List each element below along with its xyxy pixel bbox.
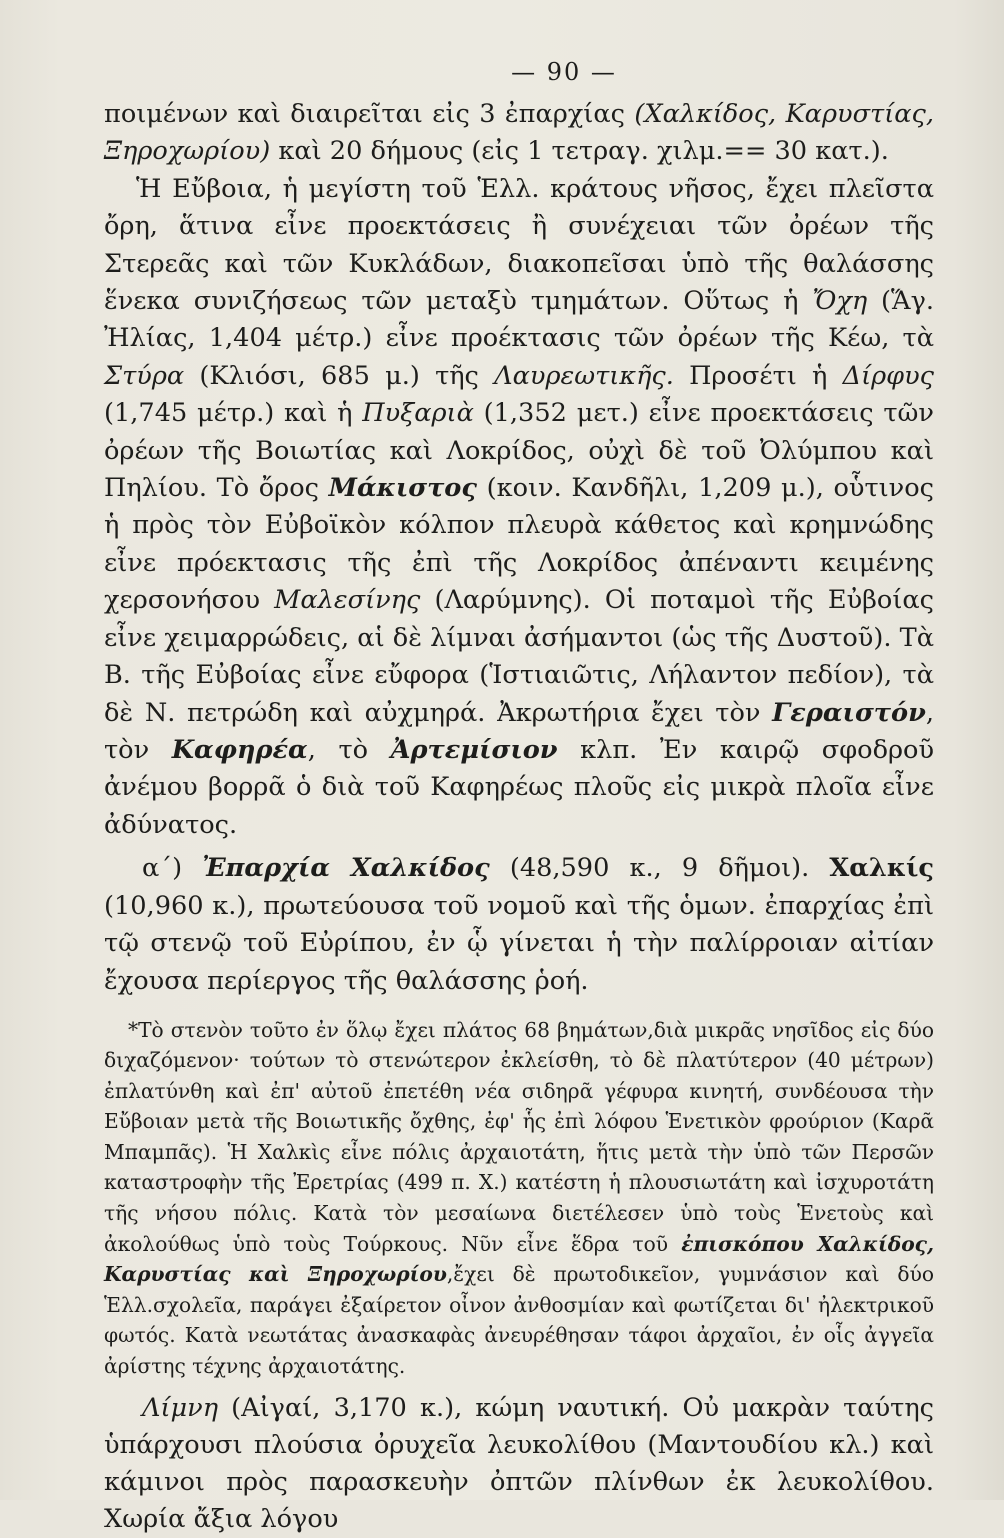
italic-run: Ὄχη bbox=[812, 286, 868, 317]
text-run: , τὸ bbox=[307, 734, 391, 765]
text-run: (Ἅγ. Ἠλίας, 1,404 μέτρ.) εἶνε προέκτασις τῶν ὀρέων τῆς Κέω, τὰ bbox=[104, 286, 935, 354]
bold-run: Χαλκίς bbox=[829, 853, 934, 884]
text-run: (48,590 κ., 9 δῆμοι). bbox=[489, 853, 830, 884]
footnote-paragraph bbox=[104, 1015, 934, 1382]
text-run: (1,745 μέτρ.) καὶ ἡ bbox=[104, 398, 363, 429]
text-run: *Τὸ στενὸν τοῦτο ἐν ὅλῳ ἔχει πλάτος 68 βημάτων,διὰ μικρᾶς νησῖδος εἰς δύο διχαζόμενον· τούτων τὸ στενώτερον ἐκλείσθη, τὸ δὲ πλατύτερον (40 μέτρων) ἐπλατύνθη καὶ ἐπ' αὐτοῦ ἐπετέθη νέα σιδηρᾶ γέφυρα κινητή, συνδέουσα τὴν Εὔβοιαν μετὰ τῆς Βοιωτικῆς ὄχθης, ἐφ' ἧς ἐπὶ λόφου Ἑνετικὸν φρούριον (Καρᾶ Μπαμπᾶς). Ἡ Χαλκὶς εἶνε πόλις ἀρχαιοτάτη, ἥτις μετὰ τὴν ὑπὸ τῶν Περσῶν καταστροφὴν τῆς Ἐρετρίας (499 π. Χ.) κατέστη ἡ πλουσιωτάτη καὶ ἰσχυροτάτη τῆς νήσου πόλις. Κατὰ τὸν μεσαίωνα διετέλεσεν ὑπὸ τοὺς Ἑνετοὺς καὶ ἀκολούθως ὑπὸ τοὺς Τούρκους. Νῦν εἶνε ἕδρα τοῦ bbox=[104, 1017, 934, 1256]
paragraph-chalkis bbox=[104, 850, 934, 1000]
text-run: κλπ. Ἐν καιρῷ σφοδροῦ ἀνέμου βορρᾶ ὁ διὰ τοῦ Καφηρέως πλοῦς εἰς μικρὰ πλοῖα εἶνε ἀδύνατος. bbox=[104, 734, 935, 840]
italic-run: Στύρα bbox=[104, 360, 185, 391]
text-run: (10,960 κ.), πρωτεύουσα τοῦ νομοῦ καὶ τῆς ὁμων. ἐπαρχίας ἐπὶ τῷ στενῷ τοῦ Εὐρίπου, ἐν ᾧ γίνεται ἡ τὴν παλίρροιαν αἰτίαν ἔχουσα περίεργος τῆς θαλάσσης ῥοή. bbox=[104, 890, 934, 996]
italic-run: Γεραιστόν bbox=[772, 697, 926, 728]
italic-run: (Χαλκίδος, Καρυστίας, Ξηροχωρίου) bbox=[104, 99, 934, 167]
text-run: , τὸν bbox=[104, 697, 934, 765]
text-run: ,ἔχει δὲ πρωτοδικεῖον, γυμνάσιον καὶ δύο Ἑλλ.σχολεῖα, παράγει ἐξαίρετον οἶνον ἀνθοσμίαν καὶ φωτίζεται δι' ἠλεκτρικοῦ φωτός. Κατὰ νεωτάτας ἀνασκαφὰς ἀνευρέθησαν τάφοι ἀρχαῖοι, ἐν οἷς ἀγγεῖα ἀρίστης τέχνης ἀρχαιοτάτης. bbox=[104, 1262, 934, 1379]
text-run: (1,352 μετ.) εἶνε προεκτάσεις τῶν ὀρέων τῆς Βοιωτίας καὶ Λοκρίδος, οὐχὶ δὲ τοῦ Ὀλύμπου καὶ Πηλίου. Τὸ ὄρος bbox=[104, 398, 934, 504]
italic-run: Πυξαριὰ bbox=[362, 398, 474, 429]
section-heading: Ἐπαρχία Χαλκίδος bbox=[202, 853, 490, 884]
italic-run: Μαλεσίνης bbox=[274, 585, 421, 616]
text-run: Προσέτι ἡ bbox=[673, 360, 843, 391]
italic-run: Ἀρτεμίσιον bbox=[390, 734, 558, 765]
italic-run: Δίρφυς bbox=[842, 360, 934, 391]
page-number: — 90 — bbox=[511, 58, 617, 86]
text-run: (Αἰγαί, 3,170 κ.), κώμη ναυτική. Οὐ μακρὰν ταύτης ὑπάρχουσι πλούσια ὀρυχεῖα λευκολίθου (Μαντουδίου κλ.) καὶ κάμινοι πρὸς παρασκευὴν ὀπτῶν πλίνθων ἐκ λευκολίθου. Χωρία ἄξια λόγου bbox=[104, 1392, 934, 1534]
text-run: (Κλιόσι, 685 μ.) τῆς bbox=[184, 360, 495, 391]
italic-run: Λίμνη bbox=[142, 1392, 219, 1423]
paragraph-limni bbox=[104, 1390, 934, 1538]
paragraph-intro bbox=[104, 96, 934, 171]
italic-run: Μάκιστος bbox=[328, 473, 477, 504]
italic-run: Καφηρέα bbox=[171, 734, 308, 765]
paragraph-euboea bbox=[104, 171, 934, 844]
text-run: καὶ 20 δήμους (εἰς 1 τετραγ. χιλμ.== 30 κατ.). bbox=[270, 136, 889, 167]
main-text bbox=[104, 96, 934, 844]
text-run: ποιμένων καὶ διαιρεῖται εἰς 3 ἐπαρχίας bbox=[104, 99, 635, 129]
section-marker: α΄) bbox=[142, 853, 203, 884]
text-run: (κοιν. Κανδῆλι, 1,209 μ.), οὗτινος ἡ πρὸς τὸν Εὐβοϊκὸν κόλπον πλευρὰ κάθετος καὶ κρημνώδης εἶνε πρόεκτασις τῆς ἐπὶ τῆς Λοκρίδος ἀπέναντι κειμένης χερσονήσου bbox=[104, 473, 934, 616]
section-chalkis bbox=[104, 850, 934, 1000]
footnote bbox=[104, 1015, 934, 1382]
text-run: Ἡ Εὔβοια, ἡ μεγίστη τοῦ Ἑλλ. κράτους νῆσος, ἔχει πλεῖστα ὄρη, ἅτινα εἶνε προεκτάσεις ἢ συνέχειαι τῶν ὀρέων τῆς Στερεᾶς καὶ τῶν Κυκλάδων, διακοπεῖσαι ὑπὸ τῆς θαλάσσης ἕνεκα συνιζήσεως τῶν μεταξὺ τμημάτων. Οὕτως ἡ bbox=[104, 173, 934, 317]
italic-run: ἐπισκόπου Χαλκίδος, Καρυστίας καὶ Ξηροχωρίου bbox=[104, 1231, 935, 1287]
text-run: (Λαρύμνης). Οἱ ποταμοὶ τῆς Εὐβοίας εἶνε χειμαρρώδεις, αἱ δὲ λίμναι ἀσήμαντοι (ὡς τῆς Δυστοῦ). Τὰ Β. τῆς Εὐβοίας εἶνε εὔφορα (Ἱστιαιῶτις, Λήλαντον πεδίον), τὰ δὲ Ν. πετρώδη καὶ αὐχμηρά. Ἀκρωτήρια ἔχει τὸν bbox=[104, 585, 934, 728]
section-limni bbox=[104, 1390, 934, 1538]
italic-run: Λαυρεωτικῆς. bbox=[494, 360, 674, 391]
